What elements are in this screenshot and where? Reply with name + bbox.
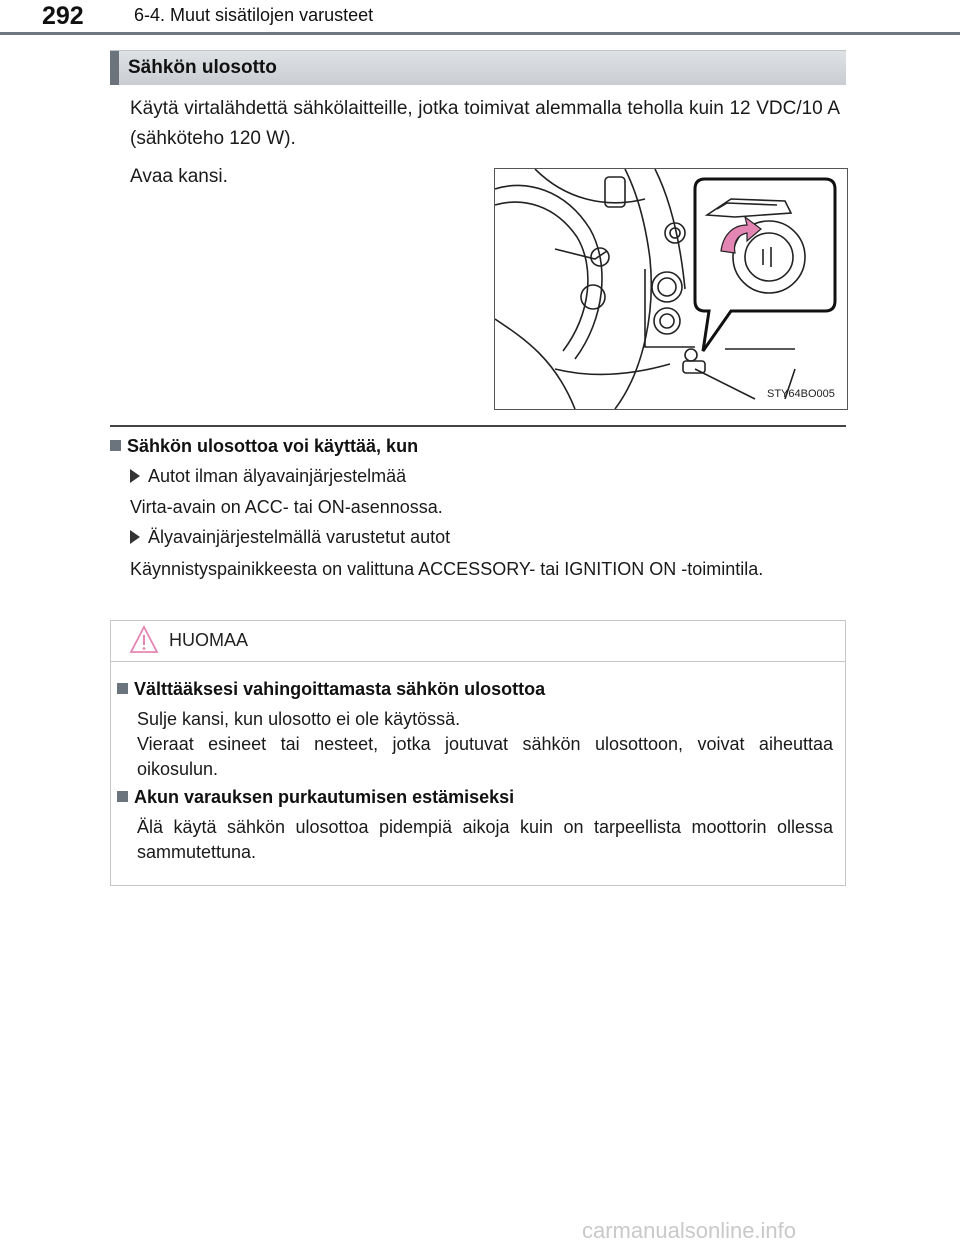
usage-item-1-text: Virta-avain on ACC- tai ON-asennossa. — [130, 497, 443, 517]
usage-item-2-label-text: Älyavainjärjestelmällä varustetut autot — [148, 527, 451, 547]
notice-section-2-heading-text: Akun varauksen purkautumisen estämiseksi — [134, 787, 515, 807]
section-accent — [110, 51, 119, 85]
section-divider — [110, 425, 846, 427]
warning-triangle-icon — [129, 625, 159, 655]
usage-heading — [110, 436, 418, 457]
notice-title: HUOMAA — [169, 630, 249, 650]
usage-item-2-text: Käynnistyspainikkeesta on valittuna ACCESSORY- tai IGNITION ON -toimintila. — [130, 559, 764, 579]
usage-heading-text: Sähkön ulosottoa voi käyttää, kun — [127, 436, 419, 456]
dashboard-drawing — [495, 169, 847, 409]
step-open-cover: Avaa kansi. — [130, 166, 228, 187]
usage-item-2-label — [130, 527, 450, 548]
triangle-bullet-icon — [130, 530, 140, 544]
chapter-title: 6-4. Muut sisätilojen varusteet — [134, 5, 374, 25]
page-number: 292 — [42, 2, 84, 30]
section-title: Sähkön ulosotto — [128, 57, 277, 78]
header-rule — [0, 32, 960, 35]
usage-item-1-label — [130, 466, 406, 487]
usage-item-1-label-text: Autot ilman älyavainjärjestelmää — [148, 466, 407, 486]
notice-header — [111, 621, 845, 662]
notice-box — [110, 620, 846, 886]
notice-section-2-heading — [117, 787, 833, 808]
intro-paragraph: Käytä virtalähdettä sähkölaitteille, jotka toimivat alemmalla teholla kuin 12 VDC/10 A (sähköteho 120 W). — [130, 98, 840, 149]
notice-section-1-line-2: Vieraat esineet tai nesteet, jotka joutuvat sähkön ulosottoon, voivat aiheuttaa oikosulun. — [137, 734, 833, 779]
square-bullet-icon — [117, 791, 128, 802]
triangle-bullet-icon — [130, 469, 140, 483]
notice-section-2-line-1: Älä käytä sähkön ulosottoa pidempiä aikoja kuin on tarpeellista moottorin ollessa sammutettuna. — [137, 817, 833, 862]
notice-section-1-line-1: Sulje kansi, kun ulosotto ei ole käytössä. — [137, 709, 461, 729]
notice-section-1-heading-text: Välttääksesi vahingoittamasta sähkön ulosottoa — [134, 679, 546, 699]
figure-code: STY64BO005 — [767, 388, 835, 400]
section-title-bar — [110, 50, 846, 85]
square-bullet-icon — [117, 683, 128, 694]
notice-section-1-heading — [117, 679, 833, 700]
power-outlet-illustration — [494, 168, 848, 410]
square-bullet-icon — [110, 440, 121, 451]
watermark: carmanualsonline.info — [582, 1218, 797, 1243]
